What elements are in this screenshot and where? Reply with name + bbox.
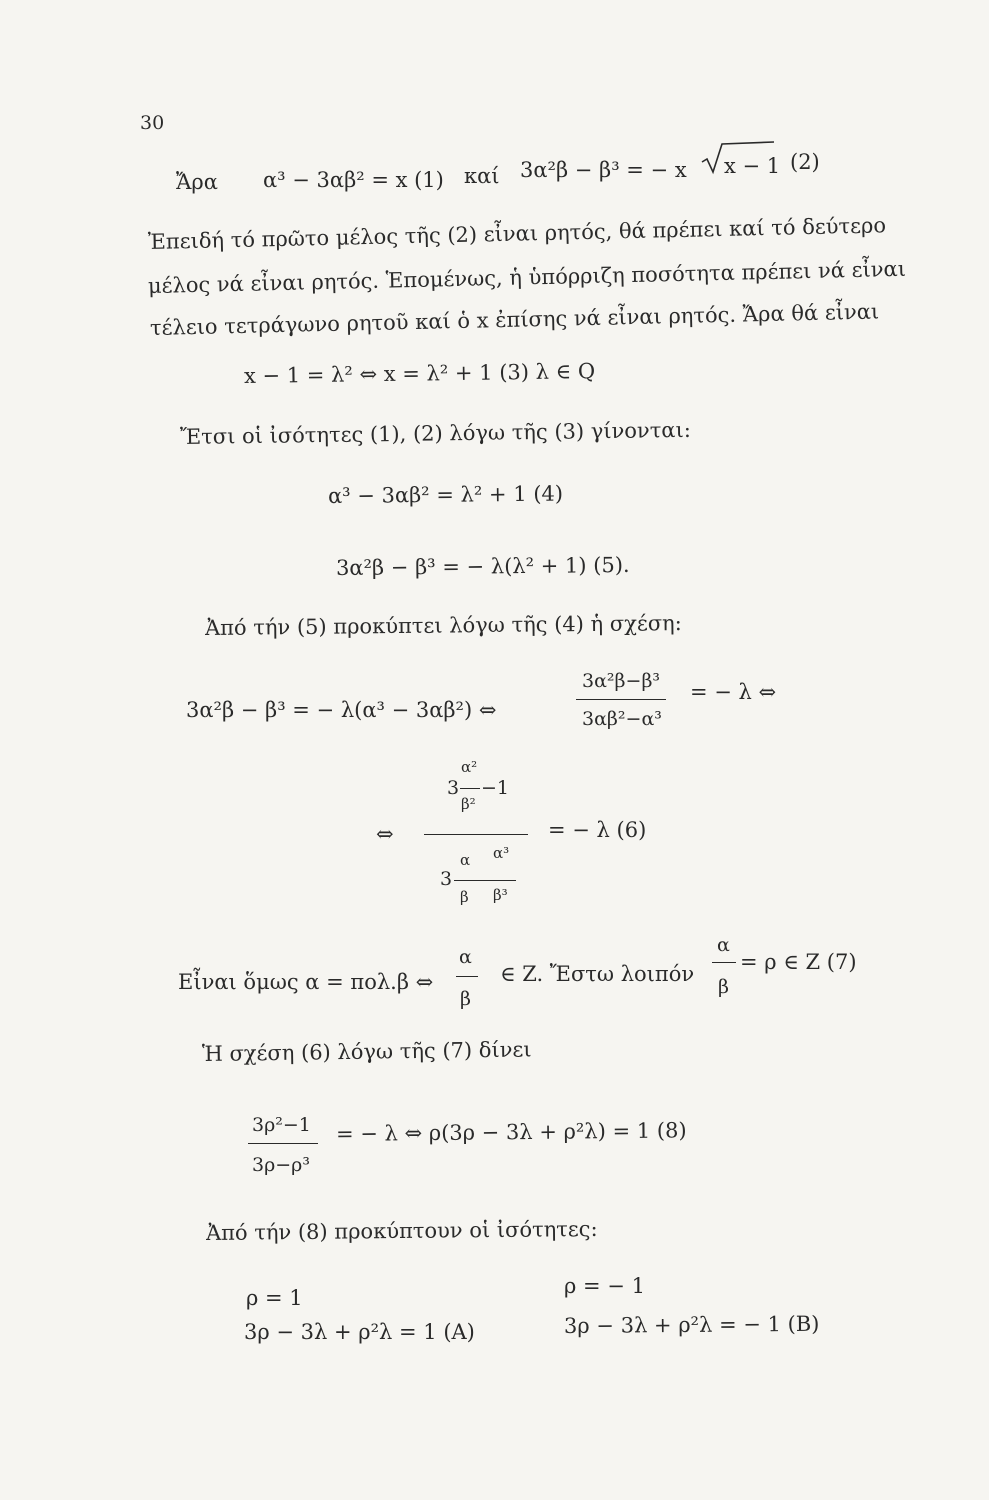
case-b-line-2: 3ρ − 3λ + ρ²λ = − 1 (B) (563, 1311, 820, 1338)
eq7-mid: ∈ Z. Ἔστω λοιπόν (500, 962, 695, 986)
paragraph-3: Ἀπό τήν (5) προκύπτει λόγω τῆς (4) ἡ σχέση: (204, 611, 682, 640)
eq6-num-small-bar (460, 788, 480, 789)
case-a-line-1: ρ = 1 (246, 1286, 303, 1310)
paragraph-4: Ἡ σχέση (6) λόγω τῆς (7) δίνει (201, 1037, 532, 1066)
paragraph-1-line-2: μέλος νά εἶναι ρητός. Ἑπομένως, ἡ ὑπόρριζη ποσότητα πρέπει νά εἶναι (147, 256, 907, 298)
eq7-lead: Εἶναι ὅμως α = πολ.β ⇔ (178, 970, 434, 994)
eq6-num-three: 3 (447, 777, 460, 799)
eq8-fraction-bar (248, 1143, 318, 1144)
eq6-den-three: 3 (440, 868, 453, 890)
eq6-arrow: ⇔ (376, 822, 394, 846)
eq6-den-beta3: β³ (493, 886, 508, 904)
eq6-right: = − λ (6) (548, 818, 647, 842)
eq1-right: 3α²β − β³ = − x (520, 158, 687, 182)
equation-5: 3α²β − β³ = − λ(λ² + 1) (5). (335, 552, 630, 580)
paragraph-1-line-1: Ἐπειδή τό πρῶτο μέλος τῆς (2) εἶναι ρητός, θά πρέπει καί τό δεύτερο (147, 213, 887, 254)
eqA-left: 3α²β − β³ = − λ(α³ − 3αβ²) ⇔ (186, 698, 497, 722)
eq6-num-beta2: β² (461, 795, 476, 813)
eq7-frac1-bar (456, 976, 478, 977)
case-a-line-2: 3ρ − 3λ + ρ²λ = 1 (A) (244, 1320, 475, 1344)
eq7-frac1-top: α (459, 946, 472, 968)
eq6-den-beta: β (460, 888, 469, 906)
eq1-lead: Ἄρα (176, 170, 218, 194)
eq1-tag: (2) (790, 150, 820, 174)
eq6-num-minus-one: −1 (481, 777, 510, 799)
eqA-numerator: 3α²β−β³ (582, 670, 661, 692)
eq7-frac2-top: α (717, 934, 730, 956)
paragraph-1-line-3: τέλειο τετράγωνο ρητοῦ καί ὁ x ἐπίσης νά εἶναι ρητός. Ἄρα θά εἶναι (149, 299, 880, 340)
eq8-denominator: 3ρ−ρ³ (252, 1154, 310, 1176)
eq7-right: = ρ ∈ Z (7) (740, 950, 857, 974)
eqA-fraction-bar (576, 699, 666, 700)
equation-3: x − 1 = λ² ⇔ x = λ² + 1 (3) λ ∈ Q (243, 359, 596, 388)
eq6-den-alpha: α (460, 851, 471, 869)
eq1-conj: καί (464, 164, 500, 188)
page-number: 30 (140, 112, 165, 134)
eq7-frac2-bar (712, 962, 736, 963)
eq8-numerator: 3ρ²−1 (252, 1114, 311, 1136)
eq6-num-alpha2: α² (461, 758, 478, 776)
eqA-right: = − λ ⇔ (690, 680, 777, 704)
eq8-right: = − λ ⇔ ρ(3ρ − 3λ + ρ²λ) = 1 (8) (335, 1118, 687, 1146)
eq7-frac2-bot: β (718, 976, 729, 998)
eq1-radicand: x − 1 (724, 154, 781, 178)
eq6-main-fraction-bar (424, 834, 528, 835)
paragraph-2: Ἔτσι οἱ ἰσότητες (1), (2) λόγω τῆς (3) γίνονται: (179, 417, 692, 449)
case-b-line-1: ρ = − 1 (564, 1274, 645, 1298)
equation-4: α³ − 3αβ² = λ² + 1 (4) (327, 481, 564, 508)
eq7-frac1-bot: β (460, 988, 471, 1010)
eq6-den-alpha3: α³ (493, 844, 510, 862)
eqA-denominator: 3αβ²−α³ (582, 708, 662, 730)
eq6-den-bar (454, 880, 516, 881)
paragraph-5: Ἀπό τήν (8) προκύπτουν οἱ ἰσότητες: (205, 1216, 598, 1245)
eq1-left: α³ − 3αβ² = x (1) (263, 168, 444, 192)
